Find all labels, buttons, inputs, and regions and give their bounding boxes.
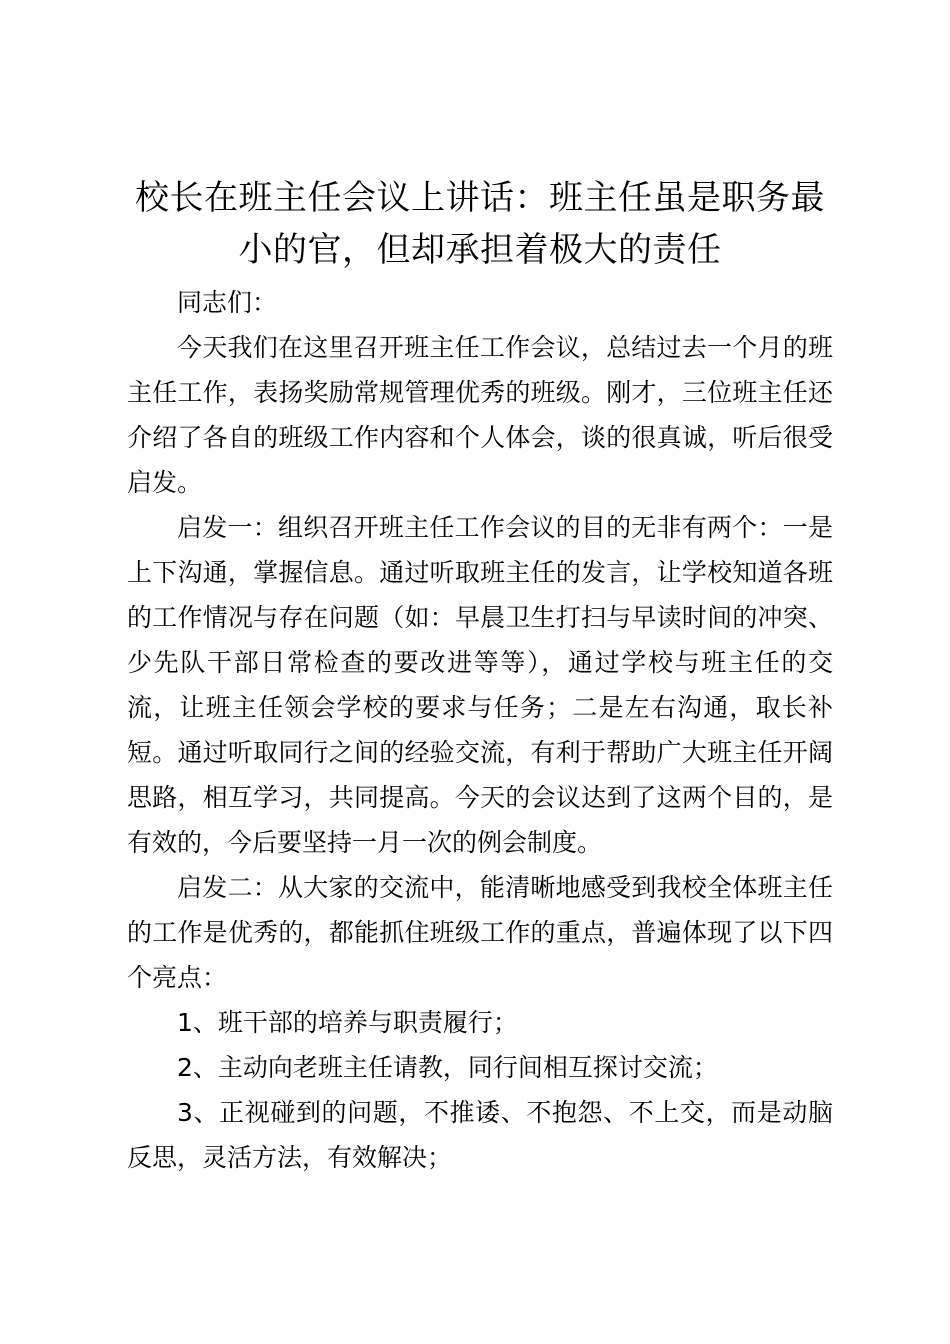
salutation: 同志们：	[177, 288, 278, 317]
document-title: 校长在班主任会议上讲话：班主任虽是职务最小的官，但却承担着极大的责任	[135, 178, 825, 270]
document-body	[127, 172, 833, 1180]
list-item-highlight-3: 3、正视碰到的问题，不推诿、不抱怨、不上交，而是动脑反思，灵活方法，有效解决；	[127, 1098, 833, 1172]
paragraph-inspiration-one: 启发一：组织召开班主任工作会议的目的无非有两个：一是上下沟通，掌握信息。通过听取班主任的发言，让学校知道各班的工作情况与存在问题（如：早晨卫生打扫与早读时间的冲突、少先队干部日常检查的要改进等等），通过学校与班主任的交流，让班主任领会学校的要求与任务；二是左右沟通，取长补短。通过听取同行之间的经验交流，有利于帮助广大班主任开阔思路，相互学习，共同提高。今天的会议达到了这两个目的，是有效的，今后要坚持一月一次的例会制度。	[127, 513, 833, 857]
paragraph-opening: 今天我们在这里召开班主任工作会议，总结过去一个月的班主任工作，表扬奖励常规管理优秀的班级。刚才，三位班主任还介绍了各自的班级工作内容和个人体会，谈的很真诚，听后很受启发。	[127, 333, 833, 497]
list-item-highlight-2: 2、主动向老班主任请教，同行间相互探讨交流；	[177, 1053, 718, 1082]
list-item-highlight-1: 1、班干部的培养与职责履行；	[177, 1008, 518, 1037]
paragraph-inspiration-two: 启发二：从大家的交流中，能清晰地感受到我校全体班主任的工作是优秀的，都能抓住班级工作的重点，普遍体现了以下四个亮点：	[127, 873, 833, 992]
